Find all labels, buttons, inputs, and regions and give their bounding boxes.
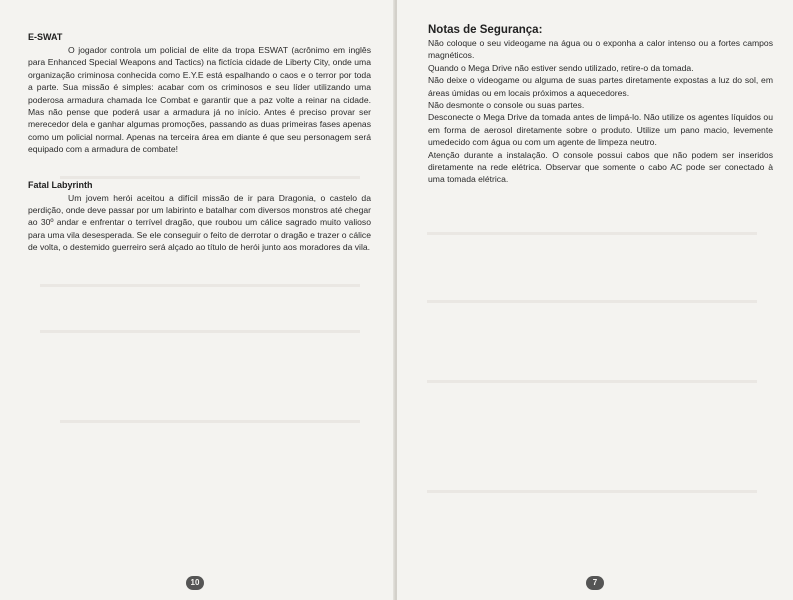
section-title: Fatal Labyrinth bbox=[28, 179, 93, 190]
safety-note: Não coloque o seu videogame na água ou o exponha a calor intenso ou a fortes campos magnéticos. bbox=[428, 38, 773, 61]
show-through-line bbox=[427, 232, 757, 235]
show-through-line bbox=[427, 490, 757, 493]
page-number: 10 bbox=[186, 576, 204, 590]
right-page bbox=[397, 0, 793, 600]
page-number: 7 bbox=[586, 576, 604, 590]
show-through-line bbox=[427, 380, 757, 383]
section-body: Um jovem herói aceitou a difícil missão de ir para Dragonia, o castelo da perdição, onde deve passar por um labirinto e batalhar com diversos monstros até chegar ao 30º andar e enfrentar o terrível dragão, que roubou um cálice sagrado muito valioso para uma vila desesperada. Se ele conseguir o feito de derrotar o dragão e trazer o cálice de volta, o destemido guerreiro será alçado ao título de herói junto aos moradores da vila. bbox=[28, 192, 371, 253]
show-through-line bbox=[427, 300, 757, 303]
section-title: E-SWAT bbox=[28, 32, 63, 42]
safety-note: Não deixe o videogame ou alguma de suas partes diretamente expostas a luz do sol, em áreas úmidas ou em locais próximos a aquecedores. bbox=[428, 75, 773, 98]
section-fatal-labyrinth bbox=[28, 180, 371, 254]
show-through-line bbox=[40, 284, 360, 287]
safety-note: Desconecte o Mega Drive da tomada antes de limpá-lo. Não utilize os agentes líquidos ou em forma de aerosol diretamente sobre o produto. Utilize um pano macio, levemente umedecido com água ou com um agente de limpeza neutro. bbox=[428, 112, 773, 148]
section-body: O jogador controla um policial de elite da tropa ESWAT (acrônimo em inglês para Enhanced Special Weapons and Tactics) na fictícia cidade de Liberty City, onde uma organização criminosa conhecida como E.Y.E está espalhando o caos e o terror por toda a parte. Sua missão é simples: acabar com os criminosos e seu líder utilizando uma poderosa armadura chamada Ice Combat e garantir que a paz volte a reinar na cidade. Mas não pense que poderá usar a armadura já no início. Antes é preciso provar ser merecedor dela e ganhar algumas promoções, passando as duas primeiras fases apenas como um policial normal. Apenas na terceira área em diante é que seu personagem será equipado com a armadura de combate! bbox=[28, 45, 371, 155]
left-page bbox=[0, 0, 395, 600]
show-through-line bbox=[40, 330, 360, 333]
safety-note: Quando o Mega Drive não estiver sendo utilizado, retire-o da tomada. bbox=[428, 62, 694, 73]
safety-note: Não desmonte o console ou suas partes. bbox=[428, 100, 585, 111]
safety-notes-title: Notas de Segurança: bbox=[428, 24, 543, 36]
section-eswat bbox=[28, 32, 371, 156]
left-page-content bbox=[28, 32, 371, 254]
right-page-content bbox=[428, 24, 773, 186]
show-through-line bbox=[60, 420, 360, 423]
safety-note: Atenção durante a instalação. O console possui cabos que não podem ser inseridos diretamente na rede elétrica. Observar que somente o cabo AC pode ser conectado à uma tomada elétrica. bbox=[428, 149, 773, 185]
